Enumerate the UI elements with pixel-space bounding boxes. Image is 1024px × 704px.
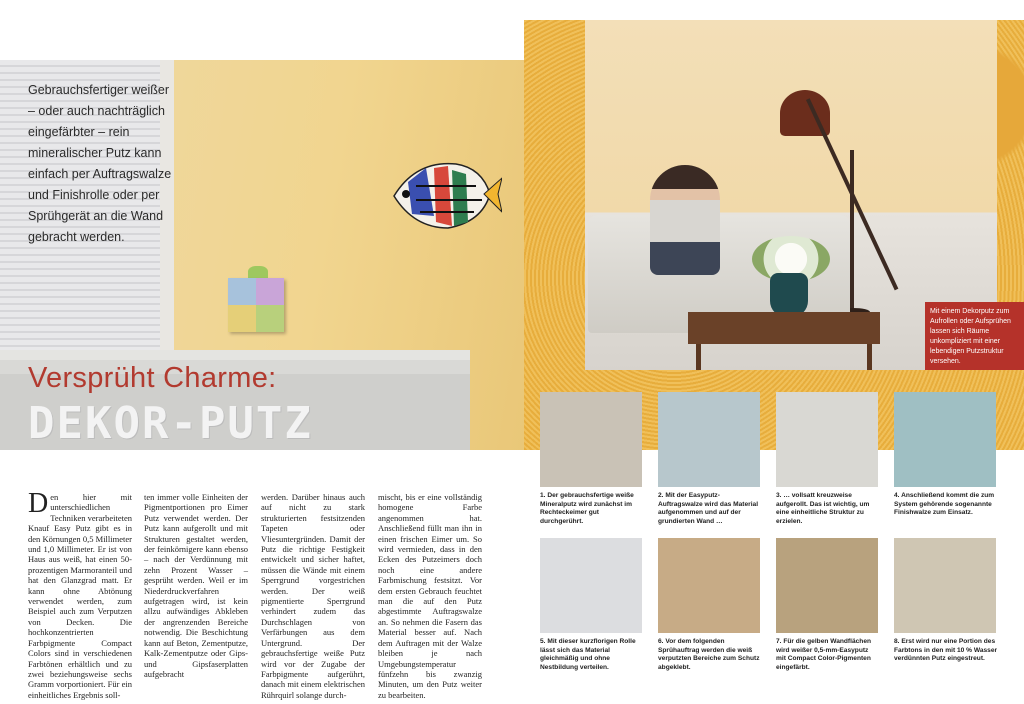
step-caption-7: 7. Für die gelben Wandflächen wird weißer 0,5-mm-Easyputz mit Compact Color-Pigmenten eingefärbt. (776, 638, 872, 671)
step-caption-8: 8. Erst wird nur eine Portion des Farbtons in den mit 10 % Wasser verdünnten Putz eingestreut. (894, 638, 998, 662)
step-photo-8 (894, 538, 996, 633)
step-photo-7 (776, 538, 878, 633)
step-photo-3 (776, 392, 878, 487)
body-column-1 (28, 488, 132, 700)
step-photo-4 (894, 392, 996, 487)
photo-caption: Mit einem Dekorputz zum Aufrollen oder Aufsprühen lassen sich Räume unkompliziert mit einer lebendigen Putzstruktur versehen. (925, 302, 1024, 370)
vase (770, 273, 808, 317)
step-caption-3: 3. … vollsatt kreuzweise aufgerollt. Das ist wichtig, um eine einheitliche Struktur zu erzielen. (776, 492, 870, 525)
step-photo-6 (658, 538, 760, 633)
hero-photo-bathroom (0, 60, 524, 450)
step-photo-2 (658, 392, 760, 487)
step-caption-4: 4. Anschließend kommt die zum System gehörende sogenannte Finishwalze zum Einsatz. (894, 492, 995, 516)
step-photo-5 (540, 538, 642, 633)
body-column-2: ten immer volle Einheiten der Pigmentportionen pro Eimer Putz verwendet werden. Der Putz kann aufgerollt und mit Strukturen gestaltet werden, der feinkörnigere kann ebenso – nach der Verdünnung mit zehn Prozent Wasser – gesprüht werden. Weil er im Niederdruckverfahren aufgetragen wird, ist kein allzu aufwändiges Abkleben der angrenzenden Bereiche notwendig. Die Beschichtung kann auf Beton, Zementputze, Kalk-Zementputze oder Gips- und Gipsfaserplatten aufgebracht (144, 492, 248, 679)
decor-box (228, 278, 284, 332)
step-caption-2: 2. Mit der Easyputz-Auftragswalze wird das Material aufgenommen und auf der grundierten Wand … (658, 492, 759, 525)
body-text-1: en hier mit unterschiedlichen Techniken verarbeiteten Knauf Easy Putz gibt es in den Körnungen 0,5 Millimeter und 1,0 Millimeter. Er ist von Haus aus weiß, hat einen 50-prozentigen Marmoranteil und hat den Glanzgrad matt. Er kann ohne Abtönung verwendet werden, zum Beispiel auch zum Verputzen von Decken. Die hochkonzentrierten Farbpigmente Compact Colors sind in verschiedenen Farbtönen erhältlich und zu zwei beziehungsweise sechs Gramm vorportioniert. Für ein einheitliches Ergebnis soll- (28, 492, 132, 700)
step-photo-1 (540, 392, 642, 487)
body-column-3: werden. Darüber hinaus auch auf nicht zu stark strukturierten festsitzenden Tapeten oder Vliesuntergründen. Damit der Putz die richtige Festigkeit entwickelt und sicher haftet, müssen die Wände mit einem Sperrgrund vorgestrichen werden. Der weiß pigmentierte Sperrgrund verhindert zudem das Durchschlagen von Verfärbungen aus dem Untergrund. Der gebrauchsfertige weiße Putz wird vor der Zugabe der Farbpigmente aufgerührt, danach mit einem elektrischen Rührquirl solange durch- (261, 492, 365, 700)
intro-text: Gebrauchsfertiger weißer – oder auch nachträglich eingefärbter – rein mineralischer Putz kann einfach per Auftragswalze und Finishrolle oder per Sprühgerät an die Wand gebracht werden. (28, 83, 172, 244)
lamp-pole (850, 150, 854, 315)
fish-decoration (386, 156, 502, 234)
drop-cap: D (28, 488, 49, 519)
step-caption-6: 6. Vor dem folgenden Sprühauftrag werden die weiß verputzten Bereiche zum Schutz abgeklebt. (658, 638, 760, 671)
headline-line1: Versprüht Charme: (28, 362, 277, 394)
step-caption-5: 5. Mit dieser kurzflorigen Rolle lässt sich das Material gleichmäßig und ohne Nestbildung verteilen. (540, 638, 636, 671)
coffee-table-legs (696, 344, 872, 370)
headline-line2: DEKOR-PUTZ (28, 398, 313, 449)
step-caption-1: 1. Der gebrauchsfertige weiße Mineralputz wird zunächst im Rechteckeimer gut durchgerührt. (540, 492, 634, 525)
body-column-4: mischt, bis er eine vollständig homogene Farbe angenommen hat. Anschließend füllt man ihn in einen frischen Eimer um. So wird vermieden, dass in den Ecken des Putzeimers doch noch eine andere Farbmischung festsitzt. Vor dem ersten Gebrauch feuchtet man die auf den Putz abgestimmte Auftragswalze an. So nehmen die Fasern das Material besser auf. Nach dem Auftragen mit der Walze bleiben je nach Umgebungstemperatur fünfzehn bis zwanzig Minuten, um den Putz weiter zu bearbeiten. (378, 492, 482, 700)
coffee-table (688, 312, 880, 344)
woman-on-sofa (650, 165, 720, 275)
